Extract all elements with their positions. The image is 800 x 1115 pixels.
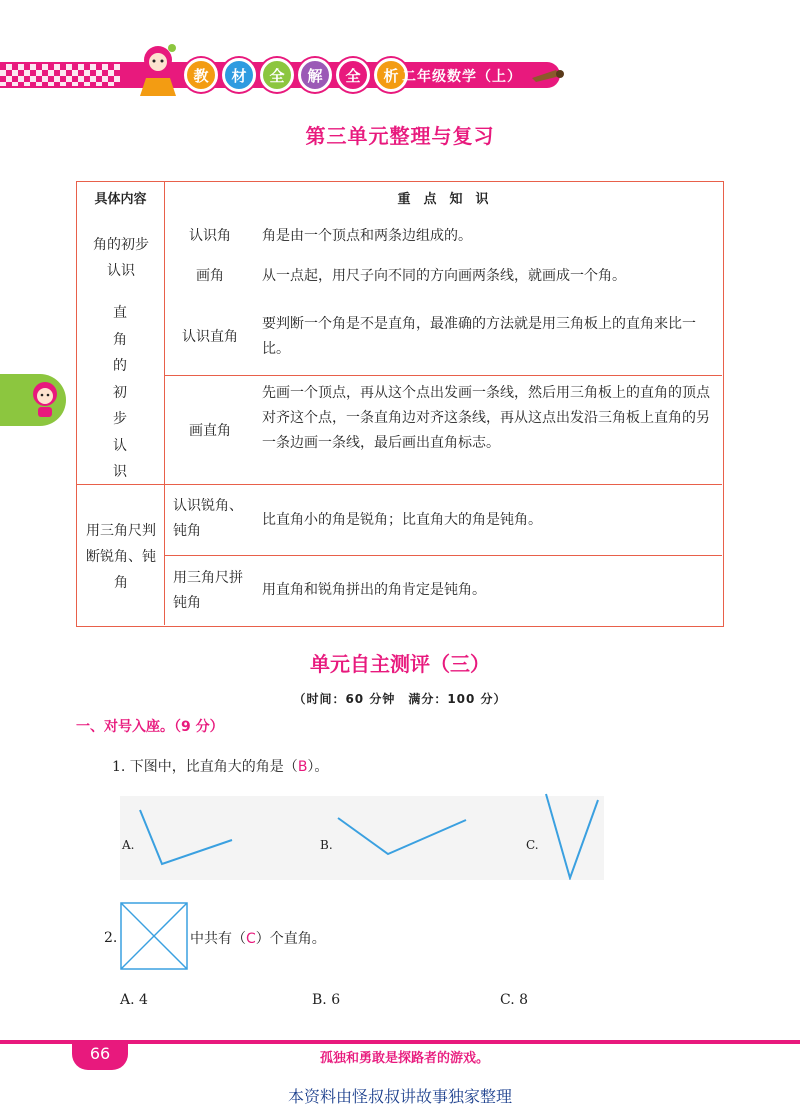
footer-motto: 孤独和勇敢是探路者的游戏。 — [320, 1051, 490, 1066]
series-title — [184, 58, 408, 92]
choice-b: B. 6 — [312, 992, 341, 1008]
topic-cell: 用三角尺拼钝角 — [173, 570, 243, 611]
question-1-prefix: 1. 下图中，比直角大的角是（ — [112, 759, 298, 775]
angle-b-icon — [338, 818, 466, 854]
topic-cell: 画角 — [196, 268, 224, 284]
page-number: 66 — [89, 1044, 111, 1063]
question-1 — [112, 756, 328, 776]
test-title: 单元自主测评（三） — [310, 652, 490, 676]
question-2-suffix: ）个直角。 — [255, 931, 326, 947]
question-2-answer: C — [246, 931, 256, 947]
choice-a: A. 4 — [120, 992, 148, 1008]
header-checker-pattern — [0, 64, 120, 86]
table-row-divider — [164, 375, 722, 376]
table-col-divider — [164, 182, 165, 625]
angle-figures — [120, 788, 604, 880]
header-key-points: 重 点 知 识 — [397, 192, 489, 207]
footer-credit: 本资料由怪叔叔讲故事独家整理 — [287, 1087, 512, 1106]
table-row-divider — [164, 555, 722, 556]
group-label-acute-obtuse: 用三角尺判断锐角、钝角 — [86, 523, 156, 591]
series-char-5: 全 — [336, 58, 370, 92]
topic-cell: 认识锐角、钝角 — [173, 498, 243, 539]
knowledge-cell: 比直角小的角是锐角；比直角大的角是钝角。 — [262, 512, 542, 528]
series-char-6: 析 — [374, 58, 408, 92]
series-char-1: 教 — [184, 58, 218, 92]
pencil-icon — [530, 66, 566, 84]
test-time-score: （时间：60 分钟 满分：100 分） — [293, 692, 507, 706]
review-table — [76, 181, 724, 627]
series-char-2: 材 — [222, 58, 256, 92]
choice-c: C. 8 — [500, 992, 529, 1008]
question-2-prefix: 中共有（ — [190, 931, 246, 947]
square-diagonals-icon — [120, 902, 188, 970]
part1-heading: 一、对号入座。（9 分） — [76, 719, 224, 735]
question-1-answer: B — [297, 759, 308, 775]
knowledge-cell: 先画一个顶点，再从这个点出发画一条线，然后用三角板上的直角的顶点对齐这个点，一条直角边对齐这条线，再从这点出发沿三角板上直角的另一条边画一条线，最后画出直角标志。 — [262, 385, 710, 451]
group-label-right-angle: 直角的初步认识 — [113, 305, 127, 480]
angle-c-icon — [546, 794, 598, 878]
topic-cell: 画直角 — [189, 423, 231, 439]
knowledge-cell: 要判断一个角是不是直角，最准确的方法就是用三角板上的直角来比一比。 — [262, 316, 696, 357]
option-b-label: B. — [320, 838, 333, 852]
angle-options-panel — [120, 796, 604, 880]
series-char-4: 解 — [298, 58, 332, 92]
option-c-label: C. — [526, 838, 539, 852]
knowledge-cell: 用直角和锐角拼出的角肯定是钝角。 — [262, 582, 486, 598]
grade-label: 二年级数学（上） — [402, 69, 522, 85]
question-2 — [190, 928, 326, 948]
question-2-number: 2. — [104, 930, 118, 946]
topic-cell: 认识角 — [189, 228, 231, 244]
review-title: 第三单元整理与复习 — [305, 124, 495, 148]
knowledge-cell: 从一点起，用尺子向不同的方向画两条线，就画成一个角。 — [262, 268, 626, 284]
girl-mascot-icon — [132, 40, 184, 98]
knowledge-cell: 角是由一个顶点和两条边组成的。 — [262, 228, 472, 244]
header-content: 具体内容 — [94, 192, 147, 207]
cartoon-face-icon — [30, 380, 60, 418]
series-char-3: 全 — [260, 58, 294, 92]
angle-a-icon — [140, 810, 232, 864]
group-label-angle: 角的初步认识 — [93, 237, 149, 279]
option-a-label: A. — [122, 838, 135, 852]
topic-cell: 认识直角 — [182, 329, 238, 345]
question-1-suffix: ）。 — [307, 759, 329, 775]
table-row-divider — [77, 484, 722, 485]
